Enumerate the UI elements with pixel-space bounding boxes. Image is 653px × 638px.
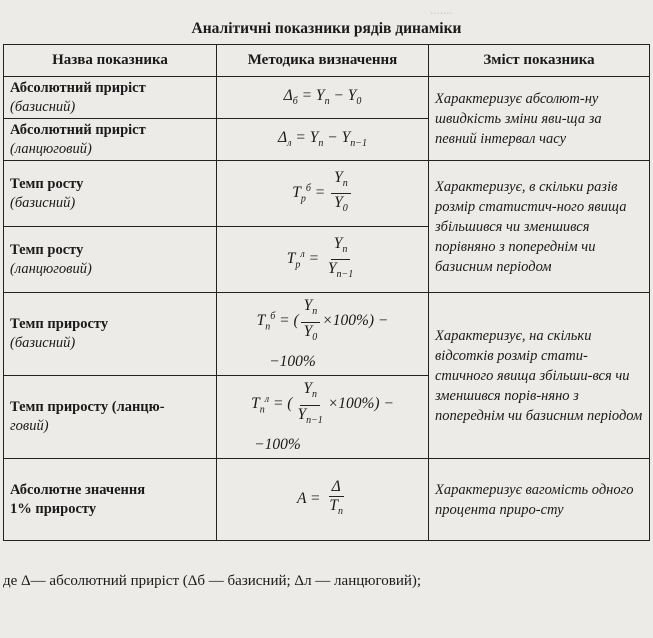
footnote: де Δ— абсолютний приріст (Δб — базисний; Δл — ланцюговий); [3, 573, 422, 589]
table-header-row [4, 45, 650, 77]
formula-abs-base: $\Delta_б = Y_п - Y_0$ [217, 77, 429, 119]
indicator-type: (базисний) [10, 335, 76, 351]
header-content: Зміст показника [429, 45, 650, 77]
dynamics-indicators-table [3, 44, 650, 541]
formula-growth-chain: $T_р^л$ = $\frac{Y_п}{Y_{п-1}}$ [217, 227, 429, 293]
bleed-through-text: ....... [430, 2, 453, 17]
row-name [4, 161, 217, 227]
indicator-name: Темп приросту [10, 316, 109, 332]
desc-increase-rate: Характеризує, на скільки відсотків розмір стати-стичного явища збільши-вся чи зменшився порів-няно з попереднім чи базисним періодом [429, 293, 650, 459]
table-row [4, 161, 650, 227]
indicator-name: Абсолютний приріст [10, 121, 146, 138]
formula-increase-base: $T_п^б$ = ( $\frac{Y_п}{Y_0}$ ×100%) − −100% [217, 293, 429, 376]
indicator-name: Абсолютний приріст [10, 79, 146, 96]
table-title: Аналітичні показники рядів динаміки [191, 20, 462, 37]
indicator-type: (ланцюговий) [10, 140, 92, 157]
desc-abs-one-percent: Характеризує вагомість одного процента приро-сту [429, 459, 650, 541]
row-name [4, 376, 217, 459]
indicator-name: Темп приросту (ланцю- [10, 399, 165, 415]
header-method: Методика визначення [217, 45, 429, 77]
indicator-type: (базисний) [10, 194, 76, 211]
indicator-name: Темп росту [10, 241, 84, 258]
row-name [4, 293, 217, 376]
table-row [4, 459, 650, 541]
indicator-type: говий) [10, 418, 49, 434]
indicator-type: (ланцюговий) [10, 260, 92, 277]
indicator-name: Абсолютне значення [10, 481, 146, 498]
formula-growth-base: $T_р^б$ = $\frac{Y_п}{Y_0}$ [217, 161, 429, 227]
indicator-type: (базисний) [10, 98, 76, 115]
row-name [4, 227, 217, 293]
header-name: Назва показника [4, 45, 217, 77]
table-row [4, 77, 650, 119]
table-row [4, 293, 650, 376]
desc-growth-rate: Характеризує, в скільки разів розмір статистич-ного явища збільшився чи зменшився порівняно з попереднім чи базисним періодом [429, 161, 650, 293]
formula-increase-chain: $T_п^л$ = ( $\frac{Y_п}{Y_{п-1}}$ ×100%) − −100% [217, 376, 429, 459]
formula-abs-one-percent: A = $\frac{\Delta}{T_п}$ [217, 459, 429, 541]
row-name [4, 77, 217, 119]
indicator-type: 1% приросту [10, 500, 97, 517]
desc-abs-increase: Характеризує абсолют-ну швидкість зміни яви-ща за певний інтервал часу [429, 77, 650, 161]
indicator-name: Темп росту [10, 175, 84, 192]
row-name [4, 459, 217, 541]
formula-abs-chain: $\Delta_л = Y_п - Y_{п-1}$ [217, 119, 429, 161]
row-name [4, 119, 217, 161]
